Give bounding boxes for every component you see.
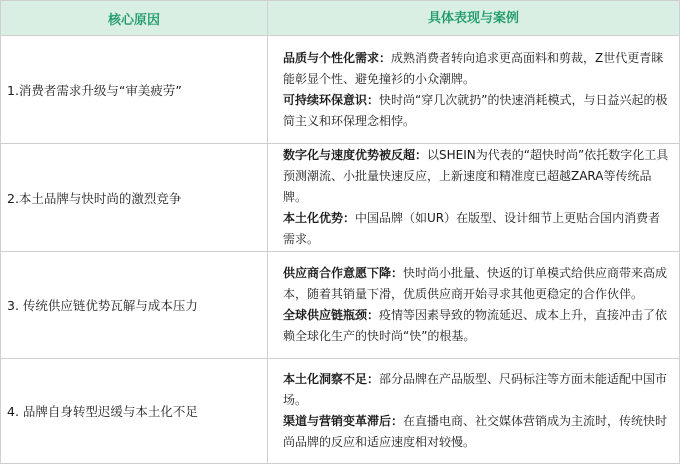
point-text: 快时尚“穿几次就扔”的快速消耗模式，与日益兴起的极简主义和环保理念相悖。 bbox=[283, 92, 668, 128]
table-header bbox=[1, 1, 679, 36]
table-row bbox=[1, 36, 679, 144]
point-text: 中国品牌（如UR）在版型、设计细节上更贴合国内消费者需求。 bbox=[283, 211, 661, 246]
point-title: 本土化优势： bbox=[283, 211, 356, 225]
details-cell bbox=[268, 144, 679, 251]
table-row bbox=[1, 359, 679, 463]
details-cell bbox=[268, 252, 679, 358]
point-text: 在直播电商、社交媒体营销成为主流时，传统快时尚品牌的反应和适应速度相对较慢。 bbox=[283, 414, 668, 449]
reason-cell: 3. 传统供应链优势瓦解与成本压力 bbox=[1, 252, 268, 358]
point-title: 本土化洞察不足： bbox=[283, 372, 380, 386]
reason-cell: 1.消费者需求升级与“审美疲劳” bbox=[1, 36, 268, 143]
detail-point bbox=[283, 305, 671, 347]
point-title: 全球供应链瓶颈： bbox=[283, 308, 380, 322]
table-row bbox=[1, 144, 679, 252]
point-title: 数字化与速度优势被反超： bbox=[283, 148, 428, 162]
point-text: 疫情等因素导致的物流延迟、成本上升，直接冲击了依赖全球化生产的快时尚“快”的根基。 bbox=[283, 308, 668, 343]
point-text: 部分品牌在产品版型、尺码标注等方面未能适配中国市场。 bbox=[283, 372, 668, 407]
point-title: 供应商合作意愿下降： bbox=[283, 266, 404, 280]
reason-cell: 2.本土品牌与快时尚的激烈竞争 bbox=[1, 144, 268, 251]
point-title: 可持续环保意识： bbox=[283, 92, 380, 107]
point-text: 快时尚小批量、快返的订单模式给供应商带来高成本，随着其销量下滑，优质供应商开始寻求其他更稳定的合作伙伴。 bbox=[283, 266, 668, 301]
details-cell bbox=[268, 359, 679, 463]
details-cell bbox=[268, 36, 679, 143]
detail-point bbox=[283, 208, 671, 250]
detail-point bbox=[283, 263, 671, 305]
header-core-reason: 核心原因 bbox=[1, 1, 268, 35]
detail-point bbox=[283, 369, 671, 411]
detail-point bbox=[283, 145, 671, 208]
point-title: 渠道与营销变革滞后： bbox=[283, 414, 404, 428]
reason-cell: 4. 品牌自身转型迟缓与本土化不足 bbox=[1, 359, 268, 463]
detail-point bbox=[283, 411, 671, 453]
point-title: 品质与个性化需求： bbox=[283, 50, 392, 65]
detail-point bbox=[283, 90, 671, 132]
header-details: 具体表现与案例 bbox=[427, 10, 519, 26]
table-row bbox=[1, 252, 679, 359]
point-text: 以SHEIN为代表的“超快时尚”依托数字化工具预测潮流、小批量快速反应，上新速度和精准度已超越ZARA等传统品牌。 bbox=[283, 148, 669, 204]
point-text: 成熟消费者转向追求更高面料和剪裁，Z世代更青睐能彰显个性、避免撞衫的小众潮牌。 bbox=[283, 50, 664, 86]
detail-point bbox=[283, 48, 671, 90]
